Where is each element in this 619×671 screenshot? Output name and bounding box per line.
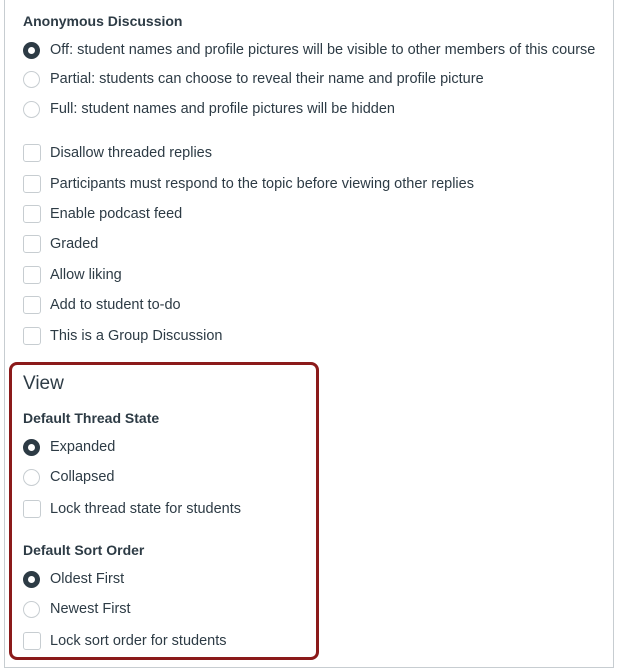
checkbox-icon[interactable] bbox=[23, 144, 41, 162]
disallow-threaded-replies-label: Disallow threaded replies bbox=[50, 145, 212, 161]
default-sort-order-heading: Default Sort Order bbox=[23, 542, 145, 558]
podcast-feed-checkbox[interactable] bbox=[23, 204, 182, 224]
checkbox-icon[interactable] bbox=[23, 235, 41, 253]
radio-checked-icon[interactable] bbox=[23, 42, 40, 59]
default-thread-state-heading: Default Thread State bbox=[23, 410, 160, 426]
anonymous-full-label: Full: student names and profile pictures will be hidden bbox=[50, 101, 395, 117]
sort-oldest-label: Oldest First bbox=[50, 571, 125, 587]
checkbox-icon[interactable] bbox=[23, 500, 41, 518]
student-todo-checkbox[interactable] bbox=[23, 295, 181, 315]
student-todo-label: Add to student to-do bbox=[50, 297, 181, 313]
checkbox-icon[interactable] bbox=[23, 632, 41, 650]
checkbox-icon[interactable] bbox=[23, 266, 41, 284]
lock-thread-state-checkbox[interactable] bbox=[23, 499, 241, 519]
radio-icon[interactable] bbox=[23, 469, 40, 486]
sort-newest-label: Newest First bbox=[50, 601, 131, 617]
anonymous-partial-label: Partial: students can choose to reveal their name and profile picture bbox=[50, 71, 484, 87]
allow-liking-checkbox[interactable] bbox=[23, 265, 122, 285]
thread-collapsed-label: Collapsed bbox=[50, 469, 115, 485]
anonymous-discussion-heading: Anonymous Discussion bbox=[23, 13, 183, 29]
sort-oldest-radio[interactable] bbox=[23, 569, 124, 589]
radio-checked-icon[interactable] bbox=[23, 571, 40, 588]
sort-newest-radio[interactable] bbox=[23, 599, 131, 619]
lock-thread-state-label: Lock thread state for students bbox=[50, 501, 242, 517]
thread-expanded-radio[interactable] bbox=[23, 437, 115, 457]
checkbox-icon[interactable] bbox=[23, 327, 41, 345]
must-respond-checkbox[interactable] bbox=[23, 174, 474, 194]
graded-label: Graded bbox=[50, 236, 99, 252]
group-discussion-label: This is a Group Discussion bbox=[50, 328, 223, 344]
podcast-feed-label: Enable podcast feed bbox=[50, 206, 183, 222]
lock-sort-order-label: Lock sort order for students bbox=[50, 633, 227, 649]
group-discussion-checkbox[interactable] bbox=[23, 326, 222, 346]
thread-expanded-label: Expanded bbox=[50, 439, 116, 455]
checkbox-icon[interactable] bbox=[23, 205, 41, 223]
graded-checkbox[interactable] bbox=[23, 234, 98, 254]
thread-collapsed-radio[interactable] bbox=[23, 467, 115, 487]
anonymous-off-label: Off: student names and profile pictures will be visible to other members of this course bbox=[50, 42, 596, 58]
allow-liking-label: Allow liking bbox=[50, 267, 122, 283]
checkbox-icon[interactable] bbox=[23, 296, 41, 314]
view-section-title: View bbox=[23, 373, 64, 394]
radio-icon[interactable] bbox=[23, 71, 40, 88]
anonymous-partial-radio[interactable] bbox=[23, 69, 484, 89]
radio-icon[interactable] bbox=[23, 601, 40, 618]
anonymous-full-radio[interactable] bbox=[23, 99, 395, 119]
must-respond-label: Participants must respond to the topic before viewing other replies bbox=[50, 176, 474, 192]
anonymous-off-radio[interactable] bbox=[23, 40, 595, 60]
radio-checked-icon[interactable] bbox=[23, 439, 40, 456]
checkbox-icon[interactable] bbox=[23, 175, 41, 193]
disallow-threaded-replies-checkbox[interactable] bbox=[23, 143, 212, 163]
lock-sort-order-checkbox[interactable] bbox=[23, 631, 227, 651]
radio-icon[interactable] bbox=[23, 101, 40, 118]
